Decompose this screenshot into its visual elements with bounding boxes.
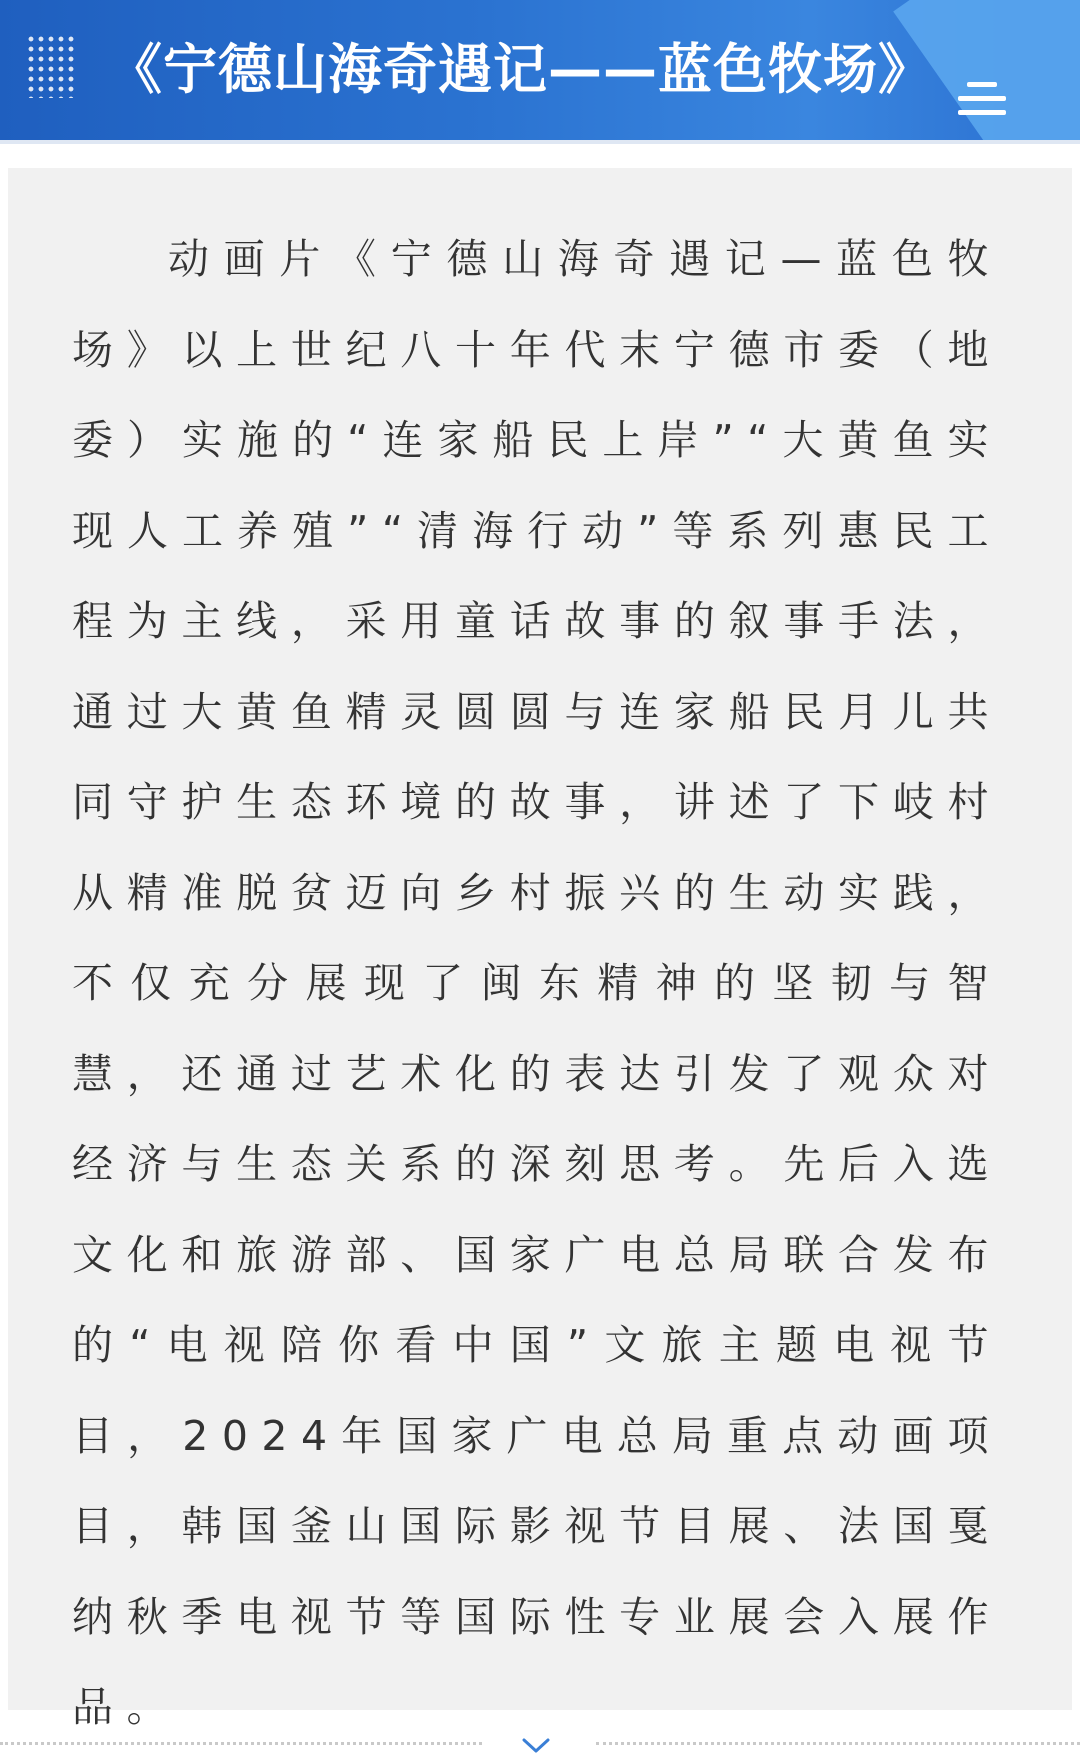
header-banner: [0, 0, 1080, 140]
menu-icon-bar-bottom: [958, 110, 1006, 115]
article-body: 动画片《宁德山海奇遇记—蓝色牧场》以上世纪八十年代末宁德市委（地委）实施的“连家船民上岸”“大黄鱼实现人工养殖”“清海行动”等系列惠民工程为主线，采用童话故事的叙事手法，通过大黄鱼精灵圆圆与连家船民月儿共同守护生态环境的故事，讲述了下岐村从精准脱贫迈向乡村振兴的生动实践，不仅充分展现了闽东精神的坚韧与智慧，还通过艺术化的表达引发了观众对经济与生态关系的深刻思考。先后入选文化和旅游部、国家广电总局联合发布的“电视陪你看中国”文旅主题电视节目，2024年国家广电总局重点动画项目，韩国釜山国际影视节目展、法国戛纳秋季电视节等国际性专业展会入展作品。: [72, 235, 1002, 1731]
chevron-down-icon[interactable]: [522, 1738, 550, 1754]
menu-icon-bar-top: [967, 82, 997, 87]
menu-icon-bar-middle: [958, 96, 1006, 101]
footer-dotted-divider-left: [0, 1742, 482, 1745]
dot-grid-decoration-icon: [26, 34, 74, 98]
page-title: 《宁德山海奇遇记——蓝色牧场》: [108, 38, 933, 101]
footer-dotted-divider-right: [596, 1742, 1080, 1745]
menu-icon[interactable]: [958, 78, 1008, 118]
header-divider: [0, 140, 1080, 144]
